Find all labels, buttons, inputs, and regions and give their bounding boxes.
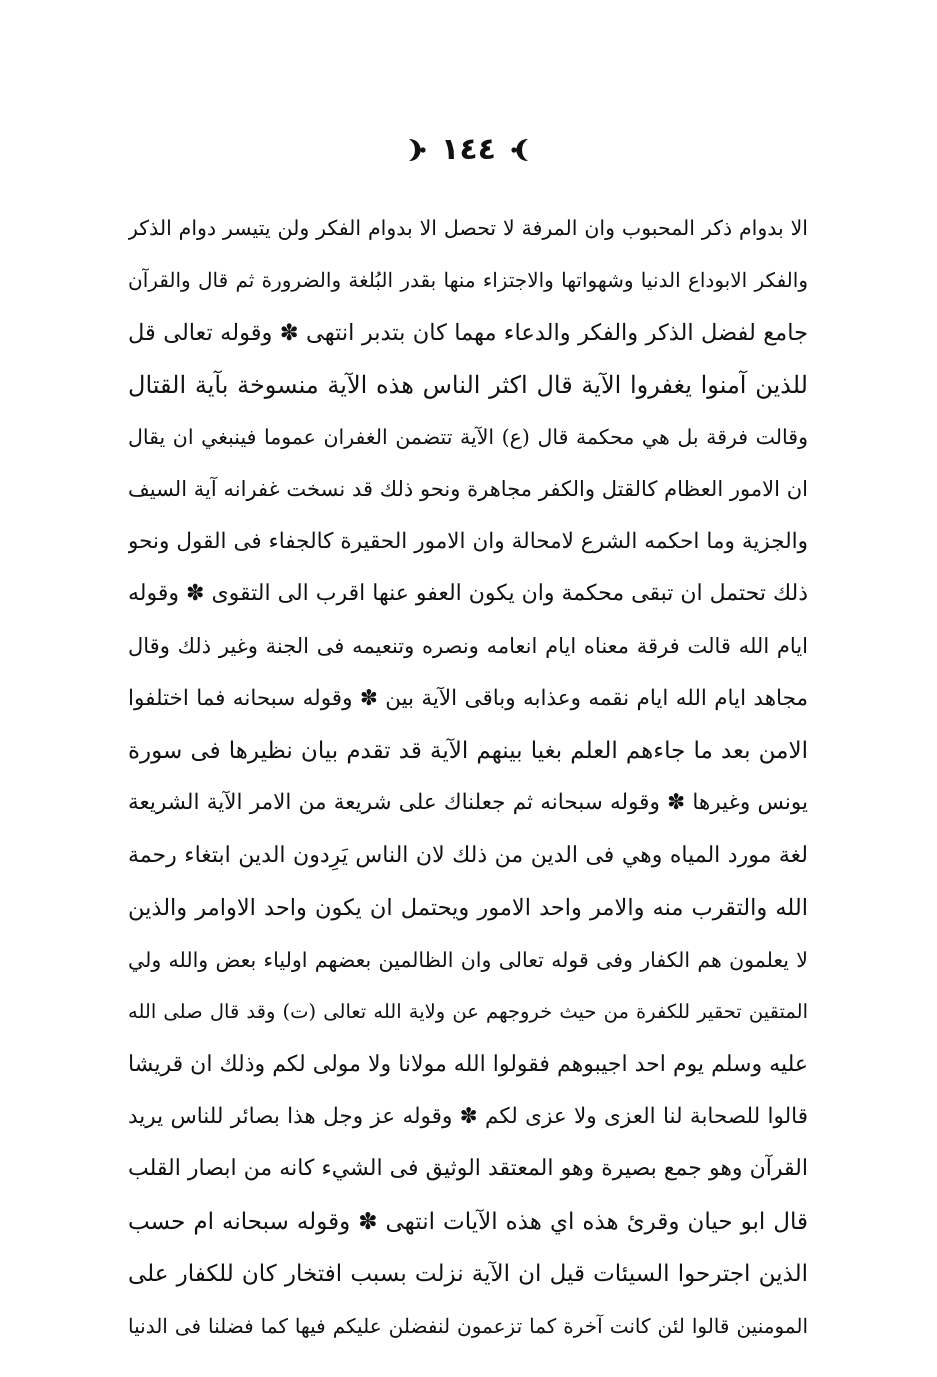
text-line: الامن بعد ما جاءهم العلم بغيا بينهم الآية قد تقدم بيان نظيرها فى سورة [128, 737, 808, 764]
text-line: القرآن وهو جمع بصيرة وهو المعتقد الوثيق فى الشيء كانه من ابصار القلب [128, 1156, 808, 1182]
text-line: لغة مورد المياه وهي فى الدين من ذلك لان الناس يَرِدون الدين ابتغاء رحمة [128, 842, 808, 868]
text-line: للذين آمنوا يغفروا الآية قال اكثر الناس هذه الآية منسوخة بآية القتال [128, 370, 808, 399]
text-body [128, 202, 808, 1353]
text-line: المتقين تحقير للكفرة من حيث خروجهم عن ولاية الله تعالى (ت) وقد قال صلى الله [128, 1000, 808, 1024]
text-line: مجاهد ايام الله ايام نقمه وعذابه وباقى الآية بين ✽ وقوله سبحانه فما اختلفوا [128, 685, 808, 711]
text-line: الا بدوام ذكر المحبوب وان المرفة لا تحصل الا بدوام الفكر ولن يتيسر دوام الذكر [128, 216, 808, 240]
text-line: والجزية وما احكمه الشرع لامحالة وان الامور الحقيرة كالجفاء فى القول ونحو [128, 528, 808, 554]
text-line: جامع لفضل الذكر والفكر والدعاء مهما كان بتدبر انتهى ✽ وقوله تعالى قل [128, 319, 808, 346]
text-line: الذين اجترحوا السيئات قيل ان الآية نزلت بسبب افتخار كان للكفار على [128, 1260, 808, 1287]
text-line: لا يعلمون هم الكفار وفى قوله تعالى وان الظالمين بعضهم اولياء بعض والله ولي [128, 948, 808, 973]
text-line: ان الامور العظام كالقتل والكفر مجاهرة ونحو ذلك قد نسخت غفرانه آية السيف [128, 477, 808, 502]
text-line: قال ابو حيان وقرئ هذه اي هذه الآيات انتهى ✽ وقوله سبحانه ام حسب [128, 1208, 808, 1235]
text-line: والفكر الابوداع الدنيا وشهواتها والاجتزاء منها بقدر البُلغة والضرورة ثم قال والقرآن [128, 268, 808, 293]
left-ornament-icon [510, 135, 532, 165]
right-ornament-icon [405, 135, 427, 165]
page-header [0, 128, 937, 172]
page-number: ١٤٤ [441, 132, 496, 167]
text-line: المومنين قالوا لئن كانت آخرة كما تزعمون لنفضلن عليكم فيها كما فضلنا فى الدنيا [128, 1314, 808, 1339]
text-line: وقالت فرقة بل هي محكمة قال (ع) الآية تتضمن الغفران عموما فينبغي ان يقال [128, 425, 808, 450]
text-line: عليه وسلم يوم احد اجيبوهم فقولوا الله مولانا ولا مولى لكم وذلك ان قريشا [128, 1051, 808, 1077]
text-line: الله والتقرب منه والامر واحد الامور ويحتمل ان يكون واحد الاوامر والذين [128, 894, 808, 921]
text-line: قالوا للصحابة لنا العزى ولا عزى لكم ✽ وقوله عز وجل هذا بصائر للناس يريد [128, 1104, 808, 1130]
text-line: ذلك تحتمل ان تبقى محكمة وان يكون العفو عنها اقرب الى التقوى ✽ وقوله [128, 581, 808, 607]
text-line: يونس وغيرها ✽ وقوله سبحانه ثم جعلناك على شريعة من الامر الآية الشريعة [128, 790, 808, 816]
text-line: ايام الله قالت فرقة معناه ايام انعامه ونصره وتنعيمه فى الجنة وغير ذلك وقال [128, 634, 808, 659]
